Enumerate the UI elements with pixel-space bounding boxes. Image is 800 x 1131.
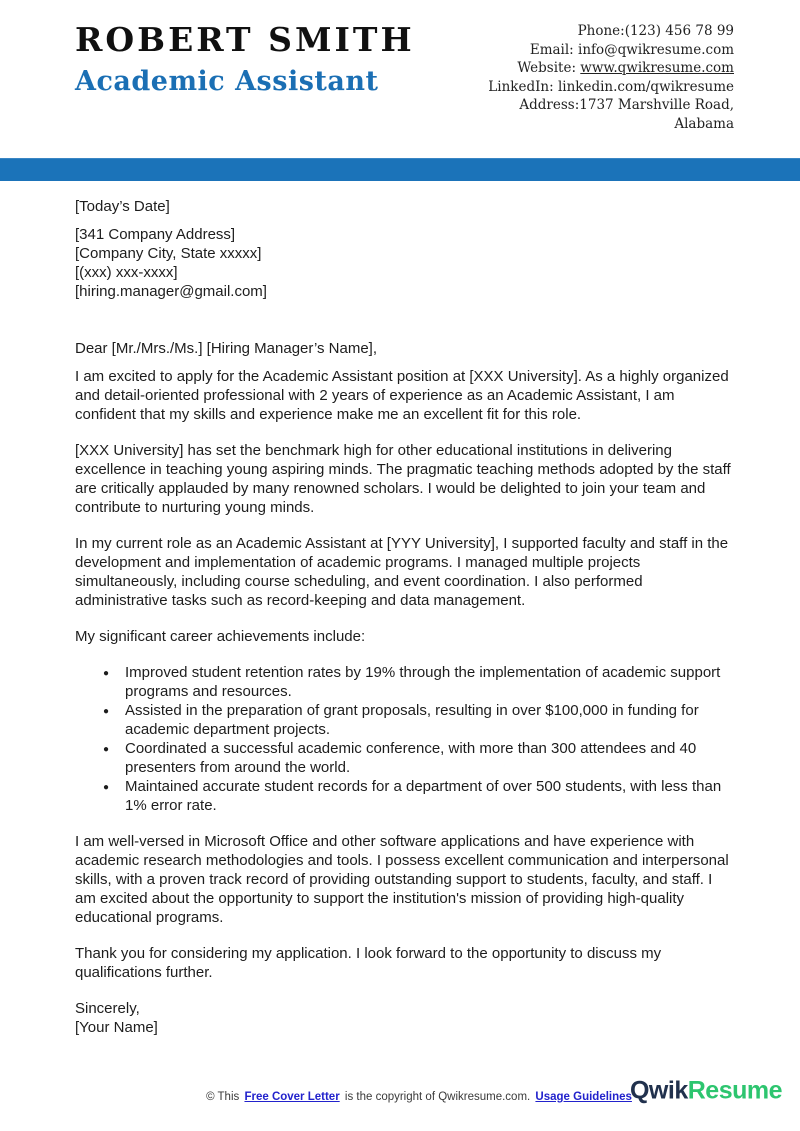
body-paragraph: [XXX University] has set the benchmark high for other educational institutions in delivering excellence in teaching young aspiring minds. The pragmatic teaching methods adopted by the staff are critically applauded by many renowned scholars. I would be delighted to join your team and contribute to nurturing young minds. [75, 442, 731, 516]
footer-copyright [206, 1091, 634, 1103]
achievement-item: ● Assisted in the preparation of grant proposals, resulting in over $100,000 in funding for academic department projects. [125, 701, 731, 739]
applicant-job-title: Academic Assistant [75, 66, 379, 97]
header [0, 0, 800, 158]
contact-email: Email: info@qwikresume.com [529, 41, 734, 58]
sign-block [75, 999, 731, 1037]
closing-paragraph: Thank you for considering my application. I look forward to the opportunity to discuss my qualifications further. [75, 945, 662, 981]
body-paragraph: In my current role as an Academic Assistant at [YYY University], I supported faculty and staff in the development and implementation of academic programs. I managed multiple projects simultaneously, including course scheduling, and event coordination. I also performed administrative tasks such as record-keeping and data management. [75, 535, 729, 609]
name-block [75, 20, 415, 97]
qwikresume-logo [630, 1077, 782, 1106]
body-paragraph: I am excited to apply for the Academic Assistant position at [XXX University]. As a highly organized and detail-oriented professional with 2 years of experience as an Academic Assistant, I am confident that my skills and experience make me an excellent fit for this role. [75, 368, 729, 423]
signoff: Sincerely, [75, 1000, 140, 1017]
logo-resume-text: Resume [687, 1076, 782, 1105]
contact-website [488, 59, 734, 78]
achievement-item: ● Coordinated a successful academic conference, with more than 300 attendees and 40 presenters from around the world. [125, 739, 731, 777]
contact-address-line1: Address:1737 Marshville Road, [519, 97, 734, 113]
logo-qwik-text: Qwik [629, 1076, 688, 1105]
salutation: Dear [Mr./Mrs./Ms.] [Hiring Manager’s Name], [75, 340, 378, 357]
footer [0, 1065, 800, 1131]
contact-info [488, 22, 734, 133]
contact-address-line2: Alabama [674, 115, 734, 132]
achievement-item: ● Improved student retention rates by 19% through the implementation of academic support programs and resources. [125, 663, 731, 701]
contact-phone: Phone:(123) 456 78 99 [577, 23, 734, 39]
contact-website-label: Website: [517, 60, 581, 76]
recipient-line: [341 Company Address] [75, 226, 236, 243]
usage-guidelines-link[interactable]: Usage Guidelines [535, 1091, 632, 1103]
recipient-line: [(xxx) xxx-xxxx] [75, 264, 178, 281]
date-placeholder: [Today’s Date] [75, 198, 170, 215]
accent-bar [0, 158, 800, 181]
letter-body [0, 181, 800, 1037]
recipient-line: [Company City, State xxxxx] [75, 245, 262, 262]
signature-placeholder: [Your Name] [75, 1019, 158, 1036]
contact-linkedin: LinkedIn: linkedin.com/qwikresume [488, 78, 734, 95]
copyright-middle: is the copyright of Qwikresume.com. [341, 1091, 534, 1103]
free-cover-letter-link[interactable]: Free Cover Letter [244, 1091, 340, 1103]
website-link[interactable]: www.qwikresume.com [580, 60, 734, 76]
applicant-name: ROBERT SMITH [75, 20, 415, 59]
closing-paragraph: I am well-versed in Microsoft Office and other software applications and have experience with academic research methodologies and tools. I possess excellent communication and interpersonal skills, with a proven track record of providing outstanding support to students, faculty, and staff. I am excited about the opportunity to support the institution's mission of providing high-quality educational programs. [75, 833, 729, 926]
achievements-list [75, 663, 731, 815]
copyright-prefix: © This [206, 1091, 243, 1103]
recipient-block [75, 225, 731, 301]
achievement-item: ● Maintained accurate student records for a department of over 500 students, with less than 1% error rate. [125, 777, 731, 815]
recipient-line: [hiring.manager@gmail.com] [75, 283, 267, 300]
achievements-intro: My significant career achievements include: [75, 628, 366, 645]
